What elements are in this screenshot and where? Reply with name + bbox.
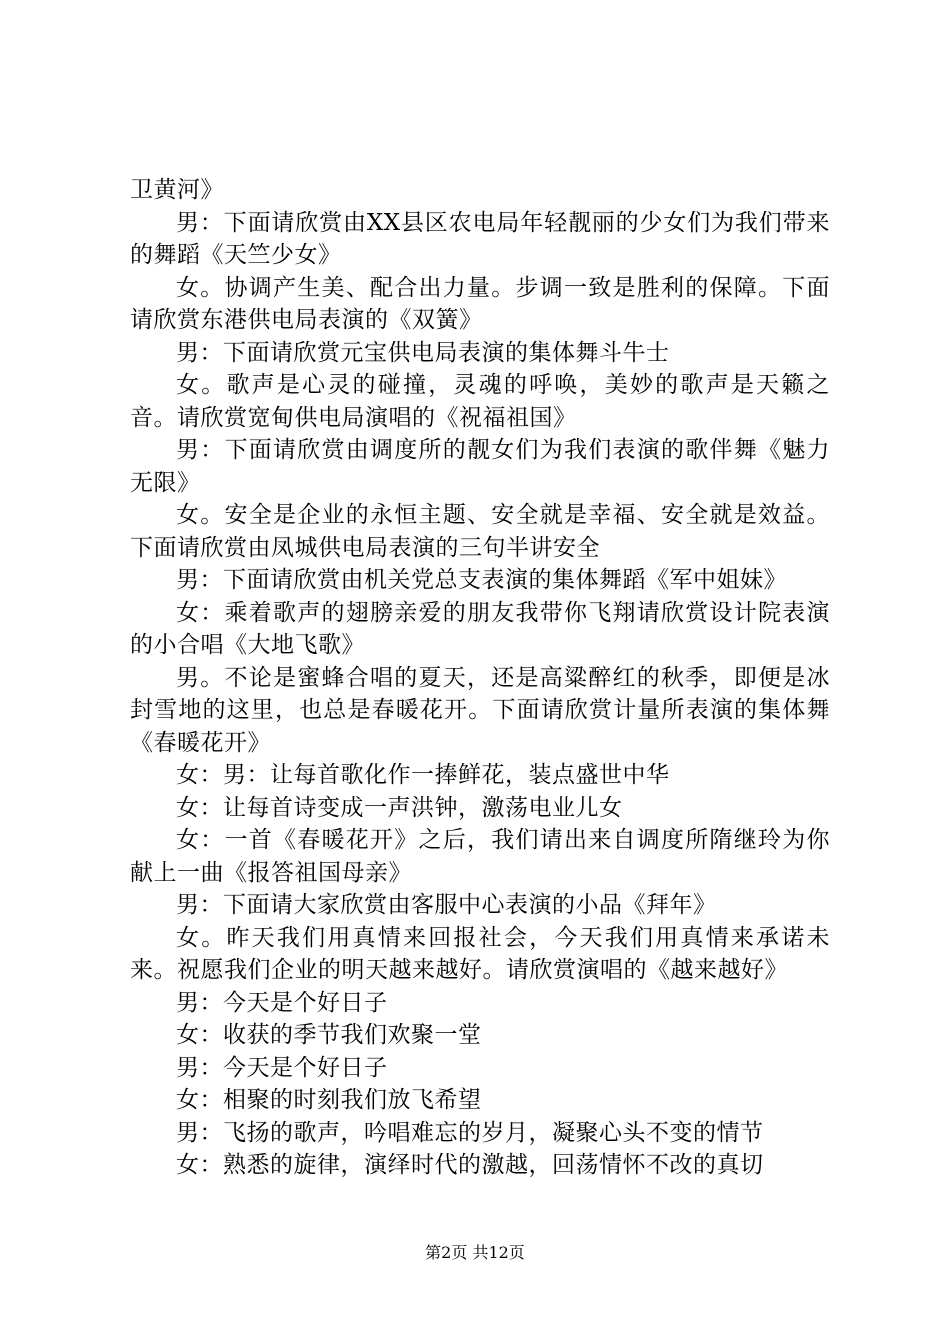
dialogue-paragraph: 卫黄河》	[130, 177, 224, 203]
dialogue-paragraph: 女：相聚的时刻我们放飞希望	[176, 1087, 482, 1113]
dialogue-paragraph: 女。安全是企业的永恒主题、安全就是幸福、安全就是效益。下面请欣赏由凤城供电局表演的三句半讲安全	[130, 502, 830, 561]
dialogue-paragraph: 男：下面请欣赏元宝供电局表演的集体舞斗牛士	[176, 339, 670, 366]
dialogue-paragraph: 男：飞扬的歌声，吟唱难忘的岁月，凝聚心头不变的情节	[176, 1119, 764, 1146]
dialogue-paragraph: 女：男：让每首歌化作一捧鲜花，装点盛世中华	[176, 762, 670, 788]
dialogue-paragraph: 男：下面请欣赏由机关党总支表演的集体舞蹈《军中姐妹》	[176, 567, 787, 593]
page-footer: 第2页 共12页	[425, 1243, 525, 1262]
dialogue-paragraph: 女：熟悉的旋律，演绎时代的激越，回荡情怀不改的真切	[176, 1152, 764, 1178]
dialogue-paragraph: 女：让每首诗变成一声洪钟，激荡电业儿女	[176, 794, 623, 821]
dialogue-paragraph: 女。协调产生美、配合出力量。步调一致是胜利的保障。下面请欣赏东港供电局表演的《双簧》	[130, 274, 830, 333]
document-body	[130, 174, 830, 1182]
dialogue-paragraph: 女。歌声是心灵的碰撞，灵魂的呼唤，美妙的歌声是天籁之音。请欣赏宽甸供电局演唱的《祝福祖国》	[130, 372, 830, 431]
dialogue-paragraph: 女：一首《春暖花开》之后，我们请出来自调度所隋继玲为你献上一曲《报答祖国母亲》	[130, 827, 830, 886]
dialogue-paragraph: 男。不论是蜜蜂合唱的夏天，还是高粱醉红的秋季，即便是冰封雪地的这里，也总是春暖花开。下面请欣赏计量所表演的集体舞《春暖花开》	[130, 664, 830, 756]
dialogue-paragraph: 女。昨天我们用真情来回报社会，今天我们用真情来承诺未来。祝愿我们企业的明天越来越好。请欣赏演唱的《越来越好》	[130, 924, 830, 983]
dialogue-paragraph: 女：收获的季节我们欢聚一堂	[176, 1022, 482, 1048]
dialogue-paragraph: 男：今天是个好日子	[176, 1054, 388, 1081]
dialogue-paragraph: 男：下面请大家欣赏由客服中心表演的小品《拜年》	[176, 892, 717, 918]
dialogue-paragraph: 男：今天是个好日子	[176, 989, 388, 1016]
dialogue-paragraph: 女：乘着歌声的翅膀亲爱的朋友我带你飞翔请欣赏设计院表演的小合唱《大地飞歌》	[130, 599, 830, 658]
dialogue-paragraph: 男：下面请欣赏由调度所的靓女们为我们表演的歌伴舞《魅力无限》	[130, 437, 830, 496]
dialogue-paragraph: 男：下面请欣赏由XX县区农电局年轻靓丽的少女们为我们带来的舞蹈《天竺少女》	[130, 209, 830, 268]
